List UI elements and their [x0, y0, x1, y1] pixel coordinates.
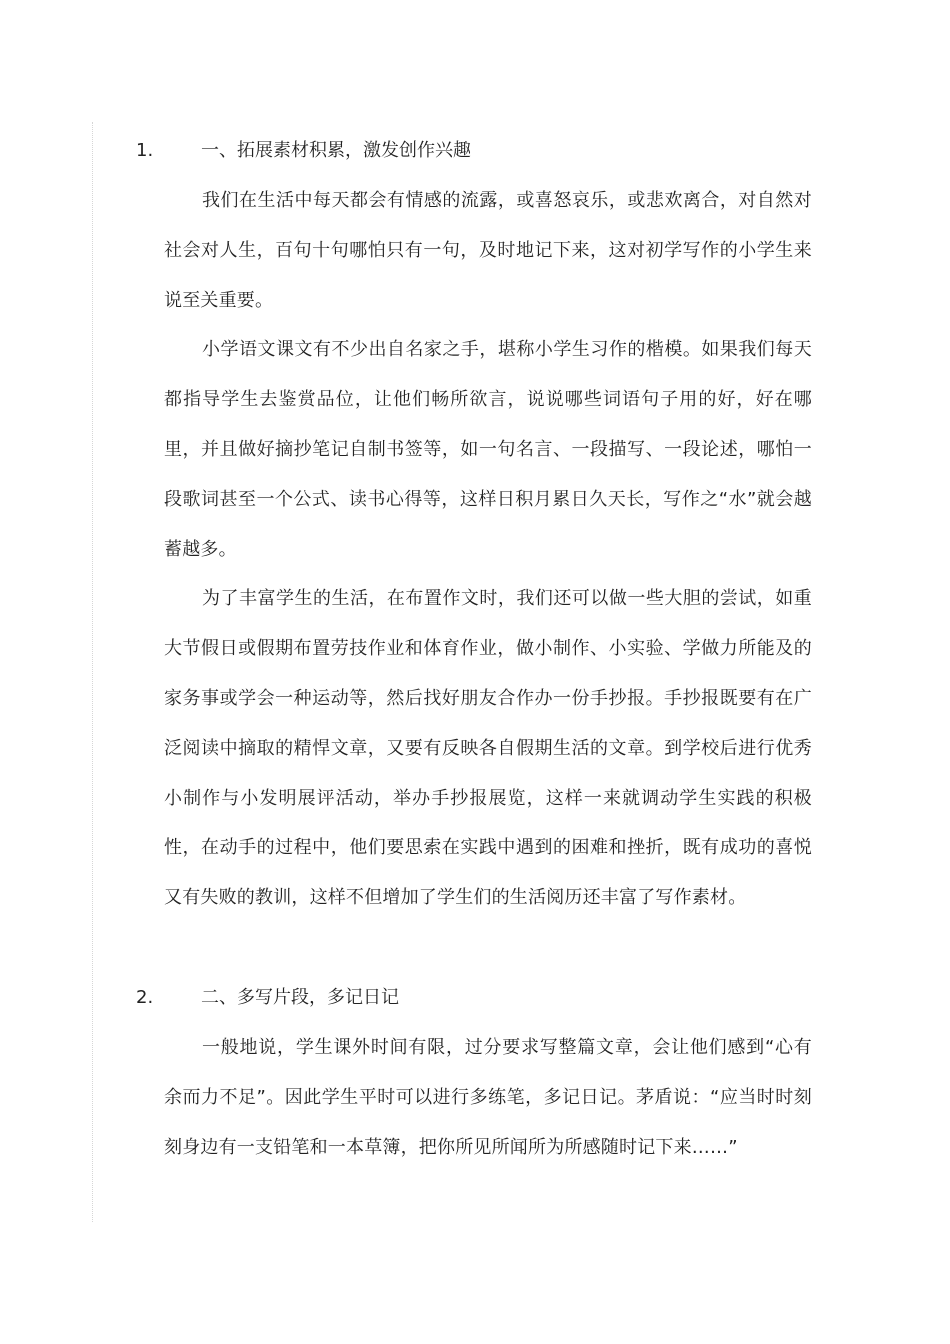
- section-title: 一、拓展素材积累，激发创作兴趣: [201, 140, 471, 161]
- paragraph: 为了丰富学生的生活，在布置作文时，我们还可以做一些大胆的尝试，如重大节假日或假期布置劳技作业和体育作业，做小制作、小实验、学做力所能及的家务事或学会一种运动等，然后找好朋友合作办一份手抄报。手抄报既要有在广泛阅读中摘取的精悍文章，又要有反映各自假期生活的文章。到学校后进行优秀小制作与小发明展评活动，举办手抄报展览，这样一来就调动学生实践的积极性，在动手的过程中，他们要思索在实践中遇到的困难和挫折，既有成功的喜悦又有失败的教训，这样不但增加了学生们的生活阅历还丰富了写作素材。: [164, 588, 812, 909]
- paragraph: 一般地说，学生课外时间有限，过分要求写整篇文章，会让他们感到“心有余而力不足”。因此学生平时可以进行多练笔，多记日记。茅盾说：“应当时时刻刻身边有一支铅笔和一本草簿，把你所见所闻所为所感随时记下来……”: [164, 1036, 812, 1158]
- section-heading: [0, 126, 950, 176]
- section-2: [0, 973, 950, 1172]
- section-number: 2.: [136, 986, 154, 1008]
- section-heading: [0, 973, 950, 1023]
- document-content: [0, 126, 950, 1172]
- section-1: [0, 126, 950, 923]
- section-title: 二、多写片段，多记日记: [201, 986, 399, 1008]
- section-number: 1.: [136, 140, 154, 161]
- paragraph: 我们在生活中每天都会有情感的流露，或喜怒哀乐，或悲欢离合，对自然对社会对人生，百句十句哪怕只有一句，及时地记下来，这对初学写作的小学生来说至关重要。: [164, 190, 812, 311]
- paragraph: 小学语文课文有不少出自名家之手，堪称小学生习作的楷模。如果我们每天都指导学生去鉴赏品位，让他们畅所欲言，说说哪些词语句子用的好，好在哪里，并且做好摘抄笔记自制书签等，如一句名言、一段描写、一段论述，哪怕一段歌词甚至一个公式、读书心得等，这样日积月累日久天长，写作之“水”就会越蓄越多。: [164, 339, 812, 560]
